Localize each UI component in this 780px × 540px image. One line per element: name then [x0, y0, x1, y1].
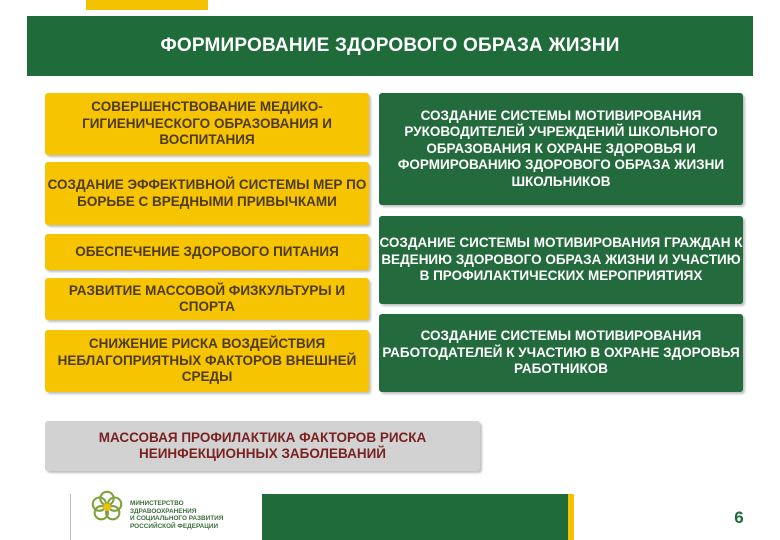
- ministry-line: РОССИЙСКОЙ ФЕДЕРАЦИИ: [130, 523, 219, 531]
- right-box-school-leaders: [379, 93, 743, 205]
- left-box-medical-education: [45, 93, 369, 155]
- footer-green-block: [262, 494, 568, 540]
- ministry-line: И СОЦИАЛЬНОГО РАЗВИТИЯ: [130, 515, 224, 523]
- right-box-employers: [379, 314, 743, 392]
- footer-yellow-stripe: [568, 494, 574, 540]
- left-box-label: СОЗДАНИЕ ЭФФЕКТИВНОЙ СИСТЕМЫ МЕР ПО БОРЬБЕ С ВРЕДНЫМИ ПРИВЫЧКАМИ: [47, 177, 367, 209]
- ministry-name: [130, 500, 250, 531]
- left-box-label: СНИЖЕНИЕ РИСКА ВОЗДЕЙСТВИЯ НЕБЛАГОПРИЯТНЫХ ФАКТОРОВ ВНЕШНЕЙ СРЕДЫ: [57, 336, 357, 385]
- left-box-sports: [45, 278, 369, 320]
- right-box-label: СОЗДАНИЕ СИСТЕМЫ МОТИВИРОВАНИЯ РАБОТОДАТЕЛЕЙ К УЧАСТИЮ В ОХРАНЕ ЗДОРОВЬЯ РАБОТНИКОВ: [382, 328, 740, 377]
- left-box-label: СОВЕРШЕНСТВОВАНИЕ МЕДИКО-ГИГИЕНИЧЕСКОГО ОБРАЗОВАНИЯ И ВОСПИТАНИЯ: [82, 99, 332, 148]
- left-box-environment: [45, 330, 369, 392]
- ministry-line: МИНИСТЕРСТВО: [130, 500, 184, 507]
- page-title-bar: [27, 16, 753, 76]
- right-box-label: СОЗДАНИЕ СИСТЕМЫ МОТИВИРОВАНИЯ ГРАЖДАН К ВЕДЕНИЮ ЗДОРОВОГО ОБРАЗА ЖИЗНИ И УЧАСТИЮ В ПРОФИЛАКТИЧЕСКИХ МЕРОПРИЯТИЯХ: [379, 235, 743, 284]
- page-title: ФОРМИРОВАНИЕ ЗДОРОВОГО ОБРАЗА ЖИЗНИ: [160, 35, 620, 56]
- left-box-bad-habits: [45, 162, 369, 225]
- page-number: 6: [734, 508, 744, 527]
- ministry-line: ЗДРАВООХРАНЕНИЯ: [130, 507, 197, 515]
- left-box-label: РАЗВИТИЕ МАССОВОЙ ФИЗКУЛЬТУРЫ И СПОРТА: [68, 282, 346, 314]
- bottom-box-label: МАССОВАЯ ПРОФИЛАКТИКА ФАКТОРОВ РИСКА НЕИНФЕКЦИОННЫХ ЗАБОЛЕВАНИЙ: [98, 429, 427, 461]
- ministry-emblem-icon: [88, 488, 126, 526]
- right-box-label: СОЗДАНИЕ СИСТЕМЫ МОТИВИРОВАНИЯ РУКОВОДИТЕЛЕЙ УЧРЕЖДЕНИЙ ШКОЛЬНОГО ОБРАЗОВАНИЯ К ОХРАНЕ ЗДОРОВЬЯ И ФОРМИРОВАНИЮ ЗДОРОВОГО ОБРАЗА ЖИЗНИ ШКОЛЬНИКОВ: [397, 107, 725, 189]
- bottom-box-risk-prevention: [45, 421, 480, 471]
- footer-divider: [70, 494, 71, 540]
- right-box-citizens: [379, 216, 743, 304]
- left-box-healthy-nutrition: [45, 234, 369, 270]
- left-box-label: ОБЕСПЕЧЕНИЕ ЗДОРОВОГО ПИТАНИЯ: [75, 243, 339, 259]
- top-accent-tab: [86, 0, 208, 10]
